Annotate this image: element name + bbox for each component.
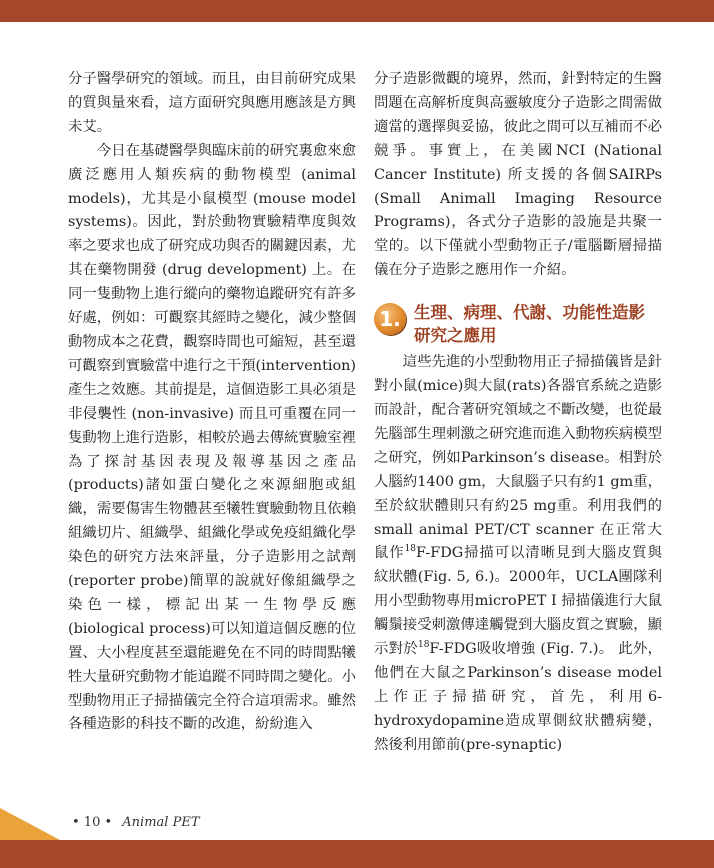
corner-accent-tab xyxy=(0,808,60,840)
page-number: • 10 • xyxy=(72,815,113,830)
right-paragraph-2-part-c: F-FDG吸收增強 (Fig. 7.)。 此外，他們在大鼠之Parkinson’s disease model上作正子掃描研究，首先，利用6-hydroxydopamine造成單側紋狀體病變，然後利用節前(pre-synaptic) xyxy=(374,641,662,753)
page-footer xyxy=(72,815,200,830)
section-title-line2: 研究之應用 xyxy=(414,326,497,346)
right-paragraph-1: 分子造影微觀的境界，然而，針對特定的生醫問題在高解析度與高靈敏度分子造影之間需做適當的選擇與妥協，彼此之間可以互補而不必競爭。事實上，在美國NCI (National Cancer Institute) 所支援的各個SAIRPs (Small Animall Imaging Resource Programs)，各式分子造影的設施是共聚一堂的。以下僅就小型動物正子/電腦斷層掃描儀在分子造影之應用作一介紹。 xyxy=(374,71,662,279)
right-paragraph-2 xyxy=(374,351,662,757)
journal-name: Animal PET xyxy=(122,815,200,830)
superscript-18-b: 18 xyxy=(417,640,430,651)
left-paragraph-1: 分子醫學研究的領域。而且，由目前研究成果的質與量來看，這方面研究與應用應該是方興未艾。 xyxy=(68,71,356,135)
right-text-column xyxy=(374,68,662,758)
section-title-line1: 生理、病理、代謝、功能性造影 xyxy=(414,303,645,323)
section-heading xyxy=(374,301,662,349)
section-number-badge: 1. xyxy=(374,303,406,335)
left-text-column xyxy=(68,68,356,737)
superscript-18-a: 18 xyxy=(404,544,417,555)
bottom-color-band xyxy=(0,840,714,868)
right-paragraph-2-part-a: 這些先進的小型動物用正子掃描儀皆是針對小鼠(mice)與大鼠(rats)各器官系統之造影而設計，配合著研究領域之不斷改變，也從最先腦部生理刺激之研究進而進入動物疾病模型之研究，例如Parkinson’s disease。相對於人腦約1400 gm，大鼠腦子只有約1 gm重，至於紋狀體則只有約25 mg重。利用我們的small animal PET/CT scanner 在正常大鼠作 xyxy=(374,354,662,562)
top-color-band xyxy=(0,0,714,22)
right-paragraph-2-part-b: F-FDG掃描可以清晰見到大腦皮質與紋狀體(Fig. 5, 6.)。2000年，UCLA團隊利用小型動物專用microPET I 掃描儀進行大鼠觸鬚接受刺激傳達觸覺到大腦皮質之實驗，顯示對於 xyxy=(374,545,662,658)
left-paragraph-2: 今日在基礎醫學與臨床前的研究裏愈來愈廣泛應用人類疾病的動物模型 (animal models)，尤其是小鼠模型 (mouse model systems)。因此，對於動物實驗精準度與效率之要求也成了研究成功與否的關鍵因素，尤其在藥物開發 (drug development) 上。在同一隻動物上進行縱向的藥物追蹤研究有許多好處，例如：可觀察其經時之變化，減少整個動物成本之花費，觀察時間也可縮短，甚至還可觀察到實驗當中進行之干預(intervention)產生之效應。其前提是，這個造影工具必須是非侵襲性 (non-invasive) 而且可重覆在同一隻動物上進行造影，相較於過去傳統實驗室裡為了探討基因表現及報導基因之產品(products)諸如蛋白變化之來源細胞或組織，需要傷害生物體甚至犧牲實驗動物且依賴組織切片、組織學、組織化學或免疫組織化學染色的研究方法來評量，分子造影用之試劑 (reporter probe)簡單的說就好像組織學之染色一樣，標記出某一生物學反應(biological process)可以知道這個反應的位置、大小程度甚至還能避免在不同的時間點犧牲大量研究動物才能追蹤不同時間之變化。小型動物用正子掃描儀完全符合這項需求。雖然各種造影的科技不斷的改進，紛紛進入 xyxy=(68,142,356,733)
